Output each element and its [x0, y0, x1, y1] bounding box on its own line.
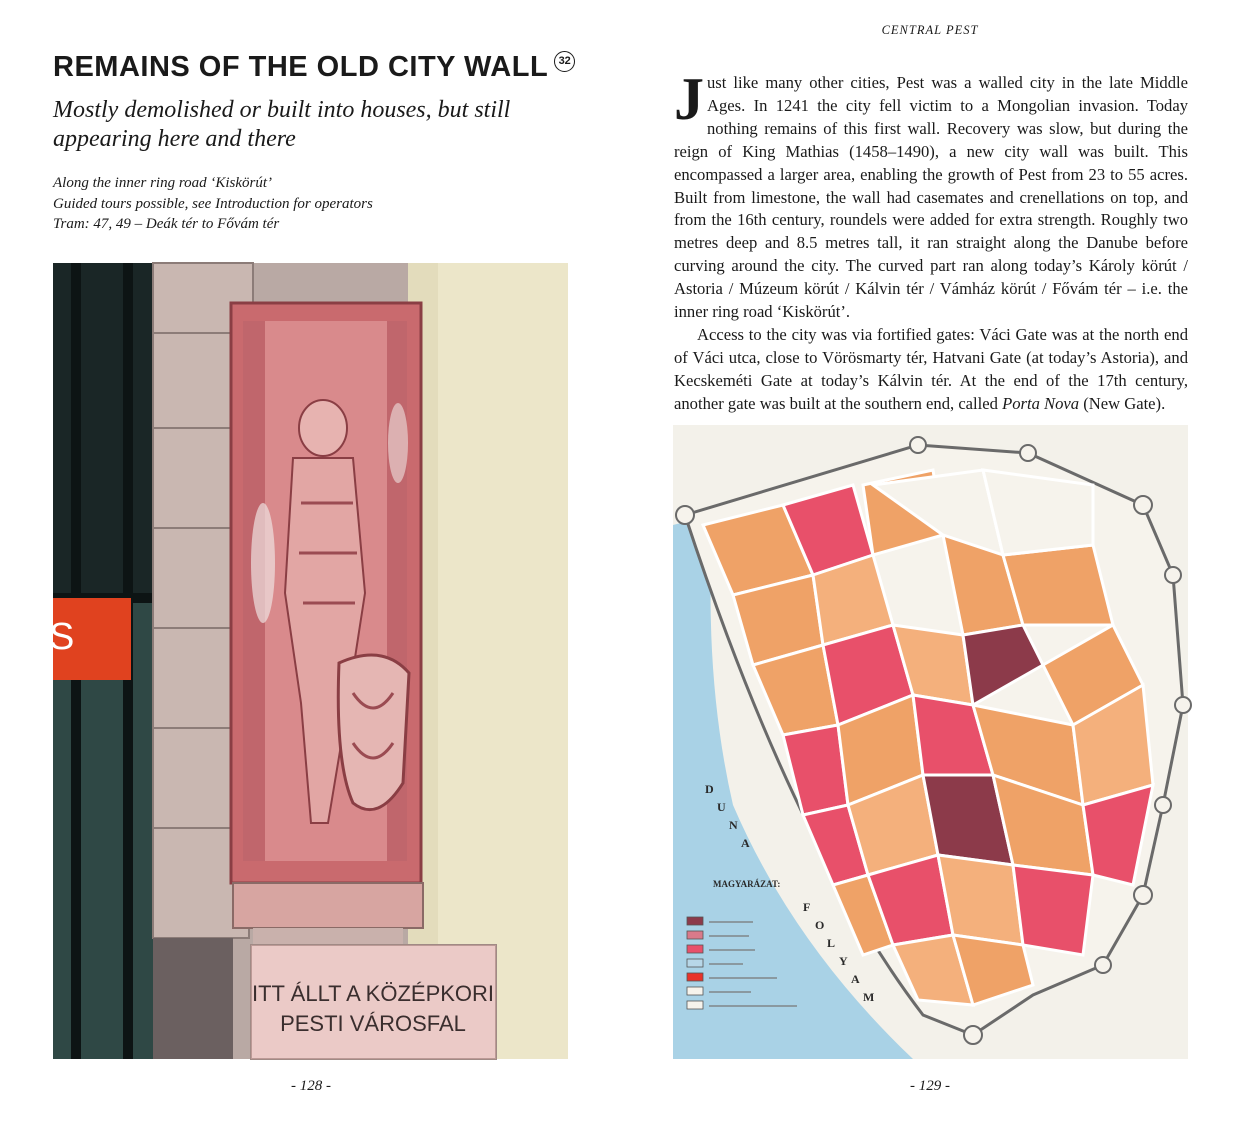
visitor-info [53, 173, 573, 235]
sign-letter: S [49, 616, 75, 658]
section-number-badge: 32 [554, 51, 575, 72]
svg-text:L: L [827, 936, 836, 950]
paragraph-2: Access to the city was via fortified gates: Váci Gate was at the north end of Váci utca, close to Vörösmarty tér, Hatvani Gate (at today’s Astoria), and Kecskeméti Gate at today’s Kálvin tér. At the end of the 17th century, another gate was built at the southern end, called Porta Nova (New Gate). [674, 324, 1188, 413]
svg-text:O: O [815, 918, 825, 932]
svg-text:Y: Y [839, 954, 848, 968]
svg-text:F: F [803, 900, 811, 914]
city-wall-relief-photo [49, 263, 568, 1059]
svg-text:A: A [851, 972, 860, 986]
map-legend-title: MAGYARÁZAT: [713, 879, 781, 889]
svg-text:A: A [741, 836, 750, 850]
article-body [674, 66, 1188, 416]
info-transport: Tram: 47, 49 – Deák tér to Fővám tér [53, 216, 280, 232]
plaque-line-1: ITT ÁLLT A KÖZÉPKORI [251, 981, 495, 1006]
running-head: CENTRAL PEST [881, 23, 979, 37]
paragraph-1: Just like many other cities, Pest was a walled city in the late Middle Ages. In 1241 the city fell victim to a Mongolian invasion. Today nothing remains of this first wall. Recovery was slow, but during the reign of King Mathias (1458–1490), a new city wall was built. This encompassed a larger area, enabling the growth of Pest from 23 to 55 acres. Built from limestone, the wall had casemates and crenellations on top, and from the 16th century, roundels were added for extra strength. Roughly two metres deep and 8.5 metres tall, it ran straight along the Danube before curving around the city. The curved part ran along today’s Károly körút / Astoria / Múzeum körút / Kálvin tér / Vámház körút / Fővám tér – i.e. the inner ring road ‘Kiskörút’. [674, 66, 1188, 322]
info-location: Along the inner ring road ‘Kiskörút’ [53, 175, 273, 191]
svg-text:M: M [863, 990, 875, 1004]
svg-text:U: U [717, 800, 726, 814]
section-title [53, 50, 593, 84]
plaque-line-2: PESTI VÁROSFAL [280, 1011, 466, 1036]
porta-nova: Porta Nova [1002, 393, 1080, 413]
svg-text:D: D [705, 782, 714, 796]
historic-city-map [673, 425, 1188, 1059]
page-number-left: - 128 - [291, 1078, 331, 1094]
section-subtitle: Mostly demolished or built into houses, but still appearing here and there [53, 97, 511, 152]
page-number-right: - 129 - [910, 1078, 950, 1094]
info-tours: Guided tours possible, see Introduction for operators [53, 195, 373, 212]
svg-text:N: N [729, 818, 738, 832]
drop-cap: J [674, 66, 704, 132]
title-text: REMAINS OF THE OLD CITY WALL [53, 51, 549, 83]
